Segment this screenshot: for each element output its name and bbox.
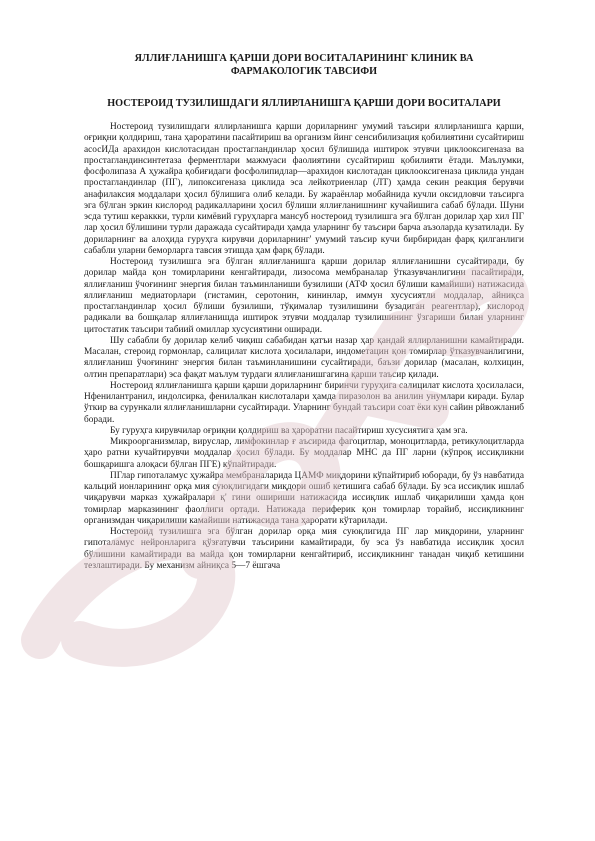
- paragraph: Ностероид тузилишга эга бўлган яллиғланишга қарши дорилар яллиғланишни сусайтиради, бу дорилар майда қон томирларини кенгайтиради, лизосома мембраналар ўтказувчанлигини пасайтиради, яллиғланиш ўчоғининг энергия билан таъминланиши бузилиши (АТФ ҳосил бўлиши камайиши) натижасида яллиғланиш медиаторлари (гистамин, серотонин, кининлар, иммун хусусиятли моддалар, айниқса простагландинлар ҳосил бўлиши бузилиши, тўқималар тузилишини бузадиган реагентлар), кислород радикали ва бошқалар яллиғланишда иштирок этувчи моддалар тузилишининг ўзгариши билан уларнинг цитостатик таъсири табиий омиллар хусусиятини оширади.: [84, 257, 524, 335]
- document-title-line-2: ФАРМАКОЛОГИК ТАВСИФИ: [230, 66, 378, 77]
- paragraph: Ностероид тузилишга эга бўлган дорилар орқа мия суюқлигида ПГ лар миқдорини, уларнинг гипоталамус нейронларига қўзғатувчи таъсирини камайтиради, бу эса ўз навбатида иссиқлик ҳосил бўлишини камайтиради ва майда қон томирларни кенгайтириб, иссиқликнинг танадан чиқиб кетишини тезлаштиради. Бу механизм айниқса 5—7 ёшгача: [84, 527, 524, 571]
- paragraph: Ностероид яллиғланишга қарши қарши дориларнинг биринчи гуруҳига салицилат кислота ҳосилаласи, Нфенилантранил, индолсирка, фенилалкан кислоталари ҳамда пиразолон ва анилин унумлари киради. Булар ўткир ва сурункали яллиғланишларни сусайтиради. Уларнинг бундай таъсири соат ёки кун сайин рйвожланиб боради.: [84, 380, 524, 425]
- document-body: [84, 52, 524, 572]
- paragraph: Микроорганизмлар, вируслар, лимфокинлар ғ аъсирида фагоцитлар, моноцитларда, ретикулоцитларда ҳаро ратни кучайтирувчи моддалар ҳосил бўлади. Бу моддалар МНС да ПГ ларни (кўпроқ иссиқликни бошқаришга алоқаси бўлган ПГЕ) кўпайтиради.: [84, 437, 524, 470]
- document-title: [84, 52, 524, 78]
- document-title-line-1: ЯЛЛИҒЛАНИШГА ҚАРШИ ДОРИ ВОСИТАЛАРИНИНГ КЛИНИК ВА: [134, 53, 474, 64]
- paragraph: Шу сабабли бу дорилар келиб чиқиш сабабидан қатъи назар ҳар қандай яллирланишни камайтиради. Масалан, стероид гормонлар, салицилат кислота ҳосилалари, индометацин қон томирлар ўтказувчанлигини, яллиғланиш ўчоғининг энергия билан таъминланишини сусайтиради, баъзи дорилар (масалан, колхицин, олтин препаратлари) эса фақат маълум турдаги яллиғланишгагина қарши таъсир қилади.: [84, 335, 524, 380]
- section-title: НОСТЕРОИД ТУЗИЛИШДАГИ ЯЛЛИРЛАНИШГА ҚАРШИ ДОРИ ВОСИТАЛАРИ: [107, 98, 501, 109]
- paragraph: Ностероид тузилишдаги яллирланишга қарши дориларнинг умумий таъсири яллирланишга қарши, оғриқни қолдириш, тана ҳароратини пасайтириш ва организм йинг сенсибилизация қобилиятини сусайтириш асосИДа арахидон кислотасидан простагландинлар ҳосил бўлишида иштирок этувчи циклооксигеназа ва простагландинсинтетаза ферментлари мажмуаси фаолиятини сусайтириш қобилияти ётади. Маълумки, фосфолипаза А ҳужайра қобиғидаги фосфолипидлар—арахидон кислотадан циклооксигеназа циклида ундан простагландинлар (ПГ), липоксигеназа циклида эса лейкотриенлар (ЛТ) ҳамда секин реакция берувчи анафилаксия моддалари ҳосил бўлишига олиб келади. Бу жараёнлар мобайнида кучли оксидловчи таъсирга эга бўлган эркин кислород радикалларини ҳосил бўлиши яллиғланишнинг кучайишига сабаб бўлади. Шуни эсда тутиш кераккки, турли кимёвий гуруҳларга мансуб ностероид тузилишга эга бўлган дорилар ҳар хил ПГ лар ҳосил бўлишини турли даражада сусайтиради ҳамда уларнинг бу таъсири барча аъзоларда кузатилади. Бу дориларнинг ва алоҳида гуруҳга кирувчи дориларнинг' умумий таъсир кучи бирбиридан фарқ қилганлиги сабабли уларни беморларга тавсия этишда ҳам фарқ бўлади.: [84, 122, 524, 256]
- paragraph: Бу гуруҳга кирувчилар оғриқни қолдириш ва ҳароратни пасайтириш хусусиятига ҳам эга.: [110, 425, 468, 436]
- paragraph: ПГлар гипоталамус ҳужайра мембраналарида ЦАМФ миқдорини кўпайтириб юборади, бу ўз навбатида кальций ионларининг орқа мия суюқлигидаги миқдори ошиб кетишига сабаб бўлади. Бу эса иссиқлик ишлаб чиқарувчи марказ ҳужайралари қ' гини ошириши натижасида иссиқлик ишлаб чиқарилиши ҳамда қон томирлар марказининг фаоллиги ортади. Натижада периферик қон томирлар торайиб, иссиқликнинг организмдан чиқарилиши камайиши натижасида тана ҳарорати кўтарилади.: [84, 470, 524, 526]
